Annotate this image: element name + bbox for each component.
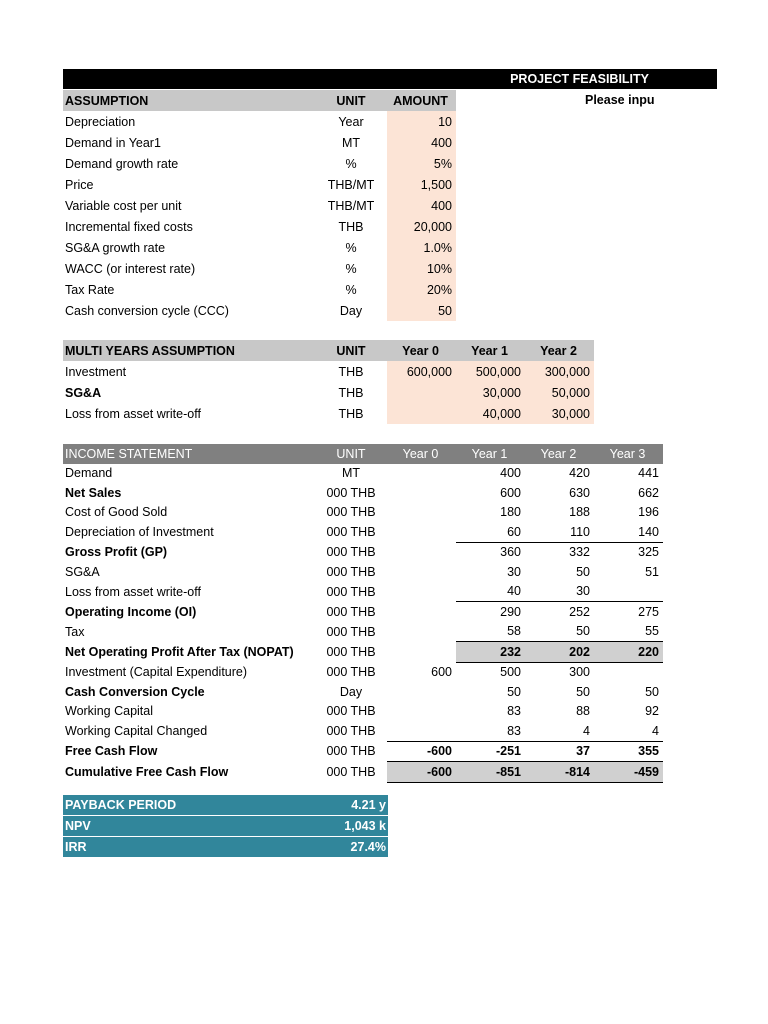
row-unit: % [345, 282, 357, 297]
table-row [63, 762, 663, 783]
row-label: Loss from asset write-off [65, 406, 201, 421]
input-cell[interactable]: 20,000 [387, 216, 456, 237]
row-unit: MT [341, 466, 361, 481]
table-row [63, 741, 663, 762]
value-cell: 420 [569, 466, 590, 481]
row-unit: 000 THB [326, 604, 376, 619]
value-cell [387, 682, 456, 702]
value-cell: 355 [638, 744, 659, 759]
row-label: Free Cash Flow [65, 744, 158, 759]
result-label: PAYBACK PERIOD [63, 795, 311, 816]
value-cell [387, 542, 456, 562]
value-cell: 275 [638, 604, 659, 619]
value-cell: -600 [387, 762, 456, 783]
value-cell [387, 702, 456, 722]
value-cell: 83 [507, 704, 521, 719]
multi-year-table [63, 340, 594, 424]
value-cell: 40 [456, 582, 525, 602]
result-value: 27.4% [311, 837, 388, 858]
row-unit: THB [338, 219, 364, 234]
value-cell: 30 [525, 582, 594, 602]
input-cell[interactable]: 10% [387, 258, 456, 279]
value-cell: 55 [645, 624, 659, 639]
row-label: Cumulative Free Cash Flow [65, 764, 229, 779]
value-cell: 332 [569, 545, 590, 560]
value-cell: 600 [431, 665, 452, 679]
table-row [63, 464, 663, 484]
value-cell: 180 [500, 505, 521, 520]
table-row [63, 279, 456, 300]
row-label: SG&A [65, 564, 100, 579]
value-cell: 4 [525, 721, 594, 741]
row-unit: 000 THB [326, 644, 376, 659]
value-cell: 110 [525, 522, 594, 542]
value-cell: 500 [500, 665, 521, 680]
input-cell[interactable]: 50 [387, 300, 456, 321]
row-unit: THB [338, 364, 364, 379]
row-label: Working Capital Changed [65, 724, 208, 738]
input-cell[interactable]: 5% [387, 153, 456, 174]
row-label: SG&A [65, 385, 102, 400]
row-unit: 000 THB [326, 525, 376, 539]
input-note: Please inpu [585, 93, 655, 107]
row-unit: Day [339, 684, 363, 699]
col-header-income: INCOME STATEMENT [63, 444, 315, 464]
col-header-year1: Year 1 [456, 340, 525, 361]
value-cell: 140 [594, 522, 663, 542]
value-cell: -251 [495, 744, 521, 759]
row-unit: % [345, 156, 357, 171]
input-cell[interactable]: 1,500 [387, 174, 456, 195]
table-row [63, 483, 663, 503]
results-table [63, 795, 388, 858]
input-cell[interactable]: 20% [387, 279, 456, 300]
value-cell [387, 721, 456, 741]
value-cell: 50 [576, 684, 590, 699]
result-value: 4.21 y [311, 795, 388, 816]
row-label: WACC (or interest rate) [65, 261, 196, 276]
row-label: Loss from asset write-off [65, 584, 201, 599]
value-cell: 400 [500, 466, 521, 481]
table-row [63, 642, 663, 663]
value-cell: 83 [456, 721, 525, 741]
result-label: IRR [63, 837, 311, 858]
row-label: Investment (Capital Expenditure) [65, 665, 248, 679]
value-cell: 188 [569, 505, 590, 520]
row-unit: 000 THB [326, 545, 376, 559]
row-unit: % [345, 240, 357, 255]
table-row [63, 602, 663, 622]
col-header-year3: Year 3 [594, 444, 663, 464]
col-header-assumption: ASSUMPTION [63, 90, 315, 111]
row-label: Demand [65, 466, 113, 481]
value-cell: 4 [594, 721, 663, 741]
table-row [63, 382, 594, 403]
row-unit: % [345, 261, 357, 276]
value-cell [594, 662, 663, 682]
value-cell: 92 [645, 704, 659, 719]
row-label: Gross Profit (GP) [65, 545, 168, 559]
value-cell: 441 [638, 466, 659, 481]
value-cell: 290 [500, 604, 521, 619]
row-unit: 000 THB [326, 665, 376, 679]
value-cell: 88 [576, 704, 590, 719]
table-row [63, 195, 456, 216]
value-cell: 662 [638, 485, 659, 500]
value-cell [387, 522, 456, 542]
input-cell[interactable]: 400 [387, 132, 456, 153]
value-cell: 51 [645, 564, 659, 579]
table-row [63, 721, 663, 741]
row-label: Price [65, 177, 94, 192]
row-unit: MT [341, 135, 361, 150]
value-cell [387, 582, 456, 602]
row-label: Demand in Year1 [65, 135, 161, 150]
row-unit: 000 THB [326, 485, 376, 500]
table-row [63, 300, 456, 321]
sheet-title: PROJECT FEASIBILITY [510, 72, 649, 86]
table-row [63, 153, 456, 174]
row-label: Incremental fixed costs [65, 219, 193, 234]
table-header-row [63, 90, 456, 111]
table-header-row [63, 340, 594, 361]
value-cell [594, 582, 663, 602]
row-label: Depreciation of Investment [65, 525, 214, 539]
col-header-unit: UNIT [315, 444, 387, 464]
value-cell: -600 [426, 744, 452, 759]
row-label: Cost of Good Sold [65, 505, 168, 520]
value-cell: 37 [576, 744, 590, 759]
input-cell[interactable]: 500,000 [456, 361, 525, 382]
assumption-table [63, 90, 456, 321]
col-header-year0: Year 0 [387, 340, 456, 361]
value-cell: 50 [576, 624, 590, 639]
row-label: Working Capital [65, 704, 154, 719]
row-unit: 000 THB [326, 584, 376, 599]
result-row [63, 837, 388, 858]
value-cell: 600 [500, 485, 521, 500]
table-row [63, 258, 456, 279]
table-row [63, 662, 663, 682]
value-cell: 58 [507, 624, 521, 639]
table-header-row [63, 444, 663, 464]
income-statement-table [63, 444, 663, 783]
input-cell[interactable]: 10 [387, 111, 456, 132]
table-row [63, 361, 594, 382]
value-cell: 220 [594, 642, 663, 663]
table-row [63, 111, 456, 132]
table-row [63, 562, 663, 582]
table-row [63, 542, 663, 562]
value-cell: 50 [645, 684, 659, 699]
value-cell [387, 464, 456, 484]
value-cell [387, 503, 456, 523]
value-cell: 202 [525, 642, 594, 663]
value-cell: 252 [569, 604, 590, 619]
row-label: Investment [65, 364, 127, 379]
row-label: Tax Rate [65, 282, 115, 297]
value-cell: -851 [456, 762, 525, 783]
row-label: Variable cost per unit [65, 198, 182, 213]
table-row [63, 403, 594, 424]
value-cell [387, 602, 456, 622]
value-cell: 300 [569, 665, 590, 680]
value-cell: 360 [500, 545, 521, 560]
table-row [63, 582, 663, 602]
value-cell [387, 642, 456, 663]
row-label: Net Operating Profit After Tax (NOPAT) [65, 644, 294, 659]
input-cell[interactable] [387, 403, 456, 424]
row-unit: 000 THB [326, 564, 376, 579]
col-header-unit: UNIT [315, 340, 387, 361]
value-cell: 196 [638, 505, 659, 520]
input-cell[interactable]: 50,000 [525, 382, 594, 403]
title-bar [63, 69, 717, 89]
row-unit: 000 THB [326, 704, 376, 719]
input-cell[interactable]: 40,000 [456, 403, 525, 424]
col-header-year2: Year 2 [525, 444, 594, 464]
table-row [63, 503, 663, 523]
value-cell [387, 622, 456, 642]
table-row [63, 237, 456, 258]
table-row [63, 174, 456, 195]
col-header-multi: MULTI YEARS ASSUMPTION [63, 340, 315, 361]
row-unit: THB/MT [327, 177, 375, 192]
table-row [63, 522, 663, 542]
input-cell[interactable]: 600,000 [387, 361, 456, 382]
input-cell[interactable]: 400 [387, 195, 456, 216]
input-cell[interactable]: 300,000 [525, 361, 594, 382]
input-cell[interactable]: 30,000 [525, 403, 594, 424]
value-cell: 325 [638, 545, 659, 560]
value-cell: 30 [507, 564, 521, 579]
col-header-year1: Year 1 [456, 444, 525, 464]
value-cell: -459 [594, 762, 663, 783]
row-label: SG&A growth rate [65, 240, 166, 255]
input-cell[interactable]: 1.0% [387, 237, 456, 258]
row-label: Depreciation [65, 114, 136, 129]
row-unit: 000 THB [326, 624, 376, 639]
input-cell[interactable] [387, 382, 456, 403]
result-row [63, 795, 388, 816]
table-row [63, 702, 663, 722]
row-unit: Day [339, 303, 363, 318]
row-unit: THB [338, 406, 364, 421]
row-unit: 000 THB [326, 505, 376, 520]
row-label: Cash conversion cycle (CCC) [65, 303, 229, 318]
value-cell: 60 [456, 522, 525, 542]
value-cell [387, 483, 456, 503]
row-unit: Year [338, 114, 364, 129]
row-label: Tax [65, 624, 85, 639]
col-header-unit: UNIT [315, 90, 387, 111]
col-header-year2: Year 2 [525, 340, 594, 361]
row-unit: 000 THB [326, 764, 376, 779]
value-cell: 50 [507, 684, 521, 699]
row-unit: 000 THB [326, 744, 376, 759]
result-value: 1,043 k [311, 816, 388, 837]
table-row [63, 132, 456, 153]
table-row [63, 682, 663, 702]
row-label: Net Sales [65, 485, 122, 500]
row-unit: 000 THB [326, 724, 376, 738]
result-row [63, 816, 388, 837]
value-cell [387, 562, 456, 582]
row-label: Cash Conversion Cycle [65, 684, 205, 699]
value-cell: 50 [576, 564, 590, 579]
row-unit: THB/MT [327, 198, 375, 213]
value-cell: -814 [525, 762, 594, 783]
row-unit: THB [338, 385, 364, 400]
row-label: Operating Income (OI) [65, 604, 197, 619]
table-row [63, 622, 663, 642]
value-cell: 630 [569, 485, 590, 500]
col-header-amount: AMOUNT [387, 90, 456, 111]
value-cell: 232 [456, 642, 525, 663]
result-label: NPV [63, 816, 311, 837]
input-cell[interactable]: 30,000 [456, 382, 525, 403]
table-row [63, 216, 456, 237]
row-label: Demand growth rate [65, 156, 179, 171]
col-header-year0: Year 0 [387, 444, 456, 464]
